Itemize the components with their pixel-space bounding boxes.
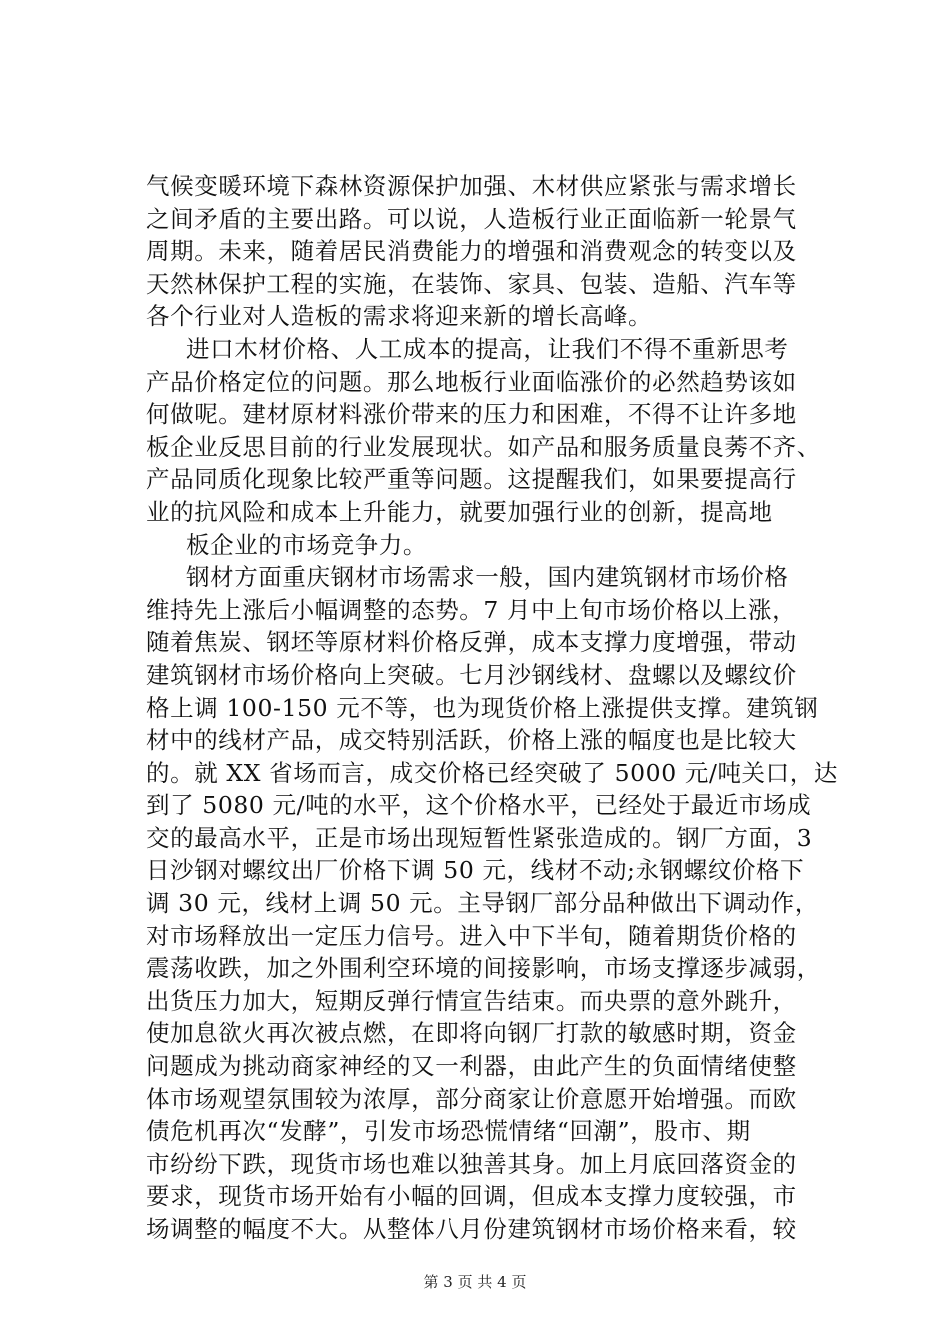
text-line: 之间矛盾的主要出路。可以说，人造板行业正面临新一轮景气 xyxy=(146,204,797,233)
text-line: 使加息欲火再次被点燃，在即将向钢厂打款的敏感时期，资金 xyxy=(146,1019,797,1048)
text-line: 震荡收跌，加之外围利空环境的间接影响，市场支撑逐步减弱， xyxy=(146,954,821,983)
text-line: 日沙钢对螺纹出厂价格下调 50 元，线材不动;永钢螺纹价格下 xyxy=(146,856,805,885)
text-line: 格上调 100-150 元不等，也为现货价格上涨提供支撑。建筑钢 xyxy=(146,693,819,722)
text-line: 业的抗风险和成本上升能力，就要加强行业的创新，提高地 xyxy=(146,497,773,526)
text-line: 各个行业对人造板的需求将迎来新的增长高峰。 xyxy=(146,302,653,331)
text-line: 要求，现货市场开始有小幅的回调，但成本支撑力度较强，市 xyxy=(146,1182,797,1211)
text-line: 问题成为挑动商家神经的又一利器，由此产生的负面情绪使整 xyxy=(146,1052,797,1081)
paragraph-start-line: 板企业的市场竞争力。 xyxy=(186,530,427,559)
text-line: 到了 5080 元/吨的水平，这个价格水平，已经处于最近市场成 xyxy=(146,791,812,820)
text-line: 市纷纷下跌，现货市场也难以独善其身。加上月底回落资金的 xyxy=(146,1149,797,1178)
text-line: 材中的线材产品，成交特别活跃，价格上涨的幅度也是比较大 xyxy=(146,726,797,755)
text-line: 建筑钢材市场价格向上突破。七月沙钢线材、盘螺以及螺纹价 xyxy=(146,660,797,689)
text-line: 何做呢。建材原材料涨价带来的压力和困难，不得不让许多地 xyxy=(146,400,797,429)
text-line: 周期。未来，随着居民消费能力的增强和消费观念的转变以及 xyxy=(146,237,797,266)
text-line: 交的最高水平，正是市场出现短暂性紧张造成的。钢厂方面，3 xyxy=(146,823,813,852)
text-line: 出货压力加大，短期反弹行情宣告结束。而央票的意外跳升， xyxy=(146,986,797,1015)
text-line: 调 30 元，线材上调 50 元。主导钢厂部分品种做出下调动作， xyxy=(146,889,819,918)
text-line: 随着焦炭、钢坯等原材料价格反弹，成本支撑力度增强，带动 xyxy=(146,628,797,657)
text-line: 对市场释放出一定压力信号。进入中下半旬，随着期货价格的 xyxy=(146,921,797,950)
text-line: 板企业反思目前的行业发展现状。如产品和服务质量良莠不齐、 xyxy=(146,432,821,461)
text-line: 债危机再次“发酵”，引发市场恐慌情绪“回潮”，股市、期 xyxy=(146,1117,751,1146)
paragraph-start-line: 钢材方面重庆钢材市场需求一般，国内建筑钢材市场价格 xyxy=(186,563,789,592)
paragraph-start-line: 进口木材价格、人工成本的提高，让我们不得不重新思考 xyxy=(186,334,789,363)
text-line: 气候变暖环境下森林资源保护加强、木材供应紧张与需求增长 xyxy=(146,172,797,200)
body-text xyxy=(146,170,836,1246)
page-footer xyxy=(0,1272,950,1292)
text-line: 的。就 XX 省场而言，成交价格已经突破了 5000 元/吨关口，达 xyxy=(146,758,838,787)
text-line: 体市场观望氛围较为浓厚，部分商家让价意愿开始增强。而欧 xyxy=(146,1084,797,1113)
page-number-label: 第 3 页 共 4 页 xyxy=(423,1273,527,1291)
text-line: 产品价格定位的问题。那么地板行业面临涨价的必然趋势该如 xyxy=(146,367,797,396)
text-line: 维持先上涨后小幅调整的态势。7 月中上旬市场价格以上涨， xyxy=(146,595,797,624)
text-line: 天然林保护工程的实施，在装饰、家具、包装、造船、汽车等 xyxy=(146,269,797,298)
text-line: 场调整的幅度不大。从整体八月份建筑钢材市场价格来看，较 xyxy=(146,1215,797,1243)
text-line: 产品同质化现象比较严重等问题。这提醒我们，如果要提高行 xyxy=(146,465,797,494)
